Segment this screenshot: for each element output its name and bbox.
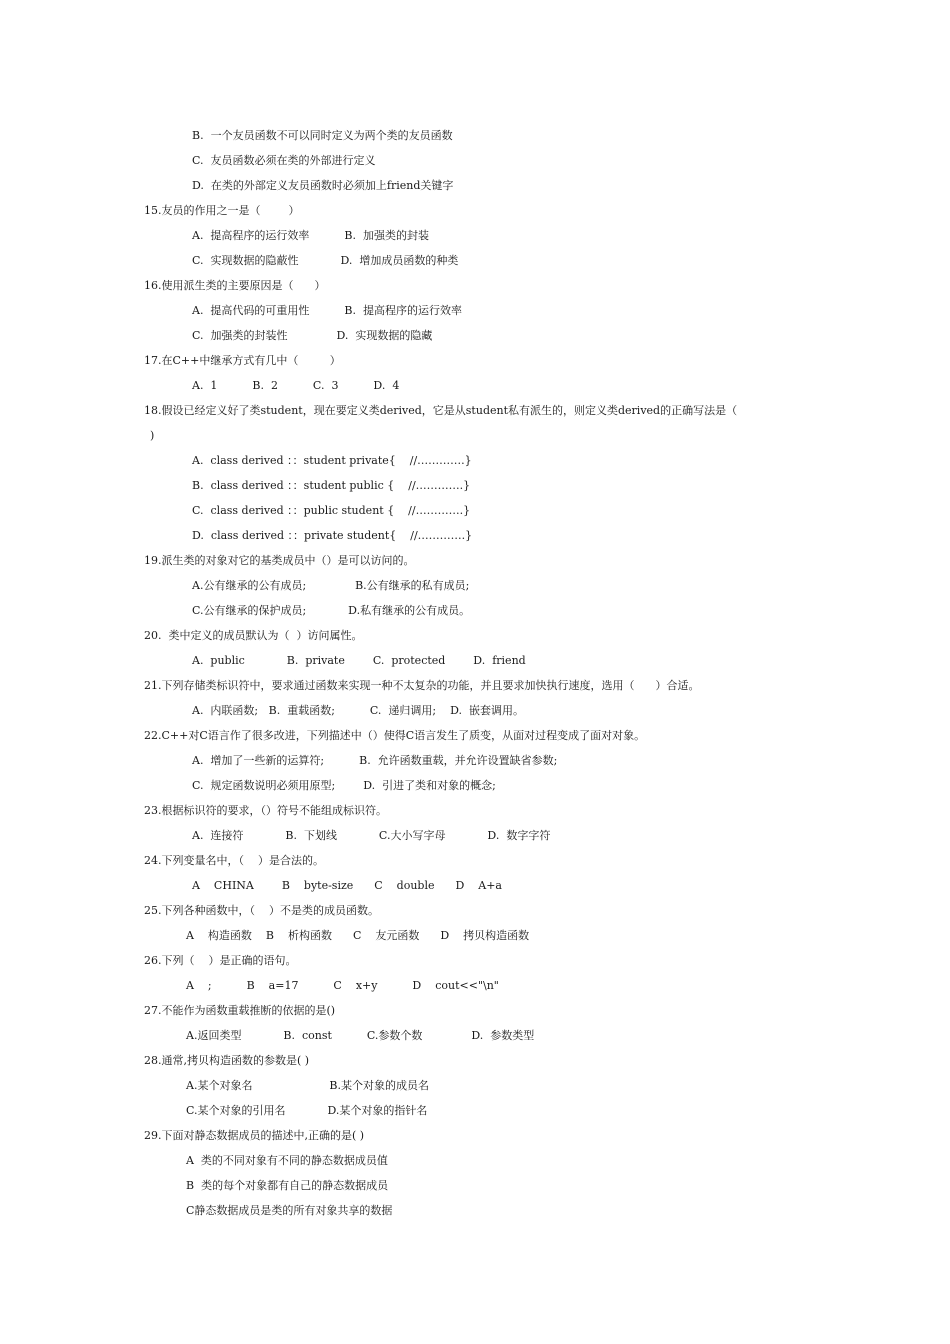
question-21: 21.下列存储类标识符中，要求通过函数来实现一种不太复杂的功能，并且要求加快执行速度，选用（ ）合适。 [144,679,700,692]
options-28-ab: A.某个对象名 B.某个对象的成员名 [186,1079,429,1092]
options-23: A. 连接符 B. 下划线 C.大小写字母 D. 数字字符 [192,829,551,842]
question-17: 17.在C++中继承方式有几中（ ） [144,354,341,367]
question-26: 26.下列（ ）是正确的语句。 [144,954,297,967]
question-29: 29.下面对静态数据成员的描述中,正确的是( ) [144,1129,365,1142]
options-22-cd: C. 规定函数说明必须用原型; D. 引进了类和对象的概念; [192,779,496,792]
option-29c: C静态数据成员是类的所有对象共享的数据 [186,1204,393,1217]
question-23: 23.根据标识符的要求，（）符号不能组成标识符。 [144,804,387,817]
question-19: 19.派生类的对象对它的基类成员中（）是可以访问的。 [144,554,415,567]
option-18d: D. class derived ：：private student{ //………….} [192,529,473,542]
question-28: 28.通常,拷贝构造函数的参数是( ) [144,1054,310,1067]
options-17: A. 1 B. 2 C. 3 D. 4 [192,379,400,392]
options-24: A CHINA B byte-size C double D A+a [192,879,502,892]
question-16: 16.使用派生类的主要原因是（ ） [144,279,326,292]
option-29a: A 类的不同对象有不同的静态数据成员值 [186,1154,388,1167]
question-20: 20. 类中定义的成员默认为（ ）访问属性。 [144,629,363,642]
option-14c: C. 友员函数必须在类的外部进行定义 [192,154,376,167]
options-19-cd: C.公有继承的保护成员; D.私有继承的公有成员。 [192,604,471,617]
question-18-continued: ) [150,429,155,442]
question-22: 22.C++对C语言作了很多改进，下列描述中（）使得C语言发生了质变，从面对过程变成了面对对象。 [144,729,646,742]
option-29b: B 类的每个对象都有自己的静态数据成员 [186,1179,389,1192]
option-18c: C. class derived ：：public student { //………….} [192,504,471,517]
options-21: A. 内联函数; B. 重载函数; C. 递归调用; D. 嵌套调用。 [192,704,524,717]
options-26: A ; B a=17 C x+y D cout<<"\n" [186,979,499,992]
option-14b: B. 一个友员函数不可以同时定义为两个类的友员函数 [192,129,453,142]
question-24: 24.下列变量名中，（ ）是合法的。 [144,854,324,867]
options-27: A.返回类型 B. const C.参数个数 D. 参数类型 [186,1029,535,1042]
option-18b: B. class derived ：：student public { //………….} [192,479,471,492]
options-19-ab: A.公有继承的公有成员; B.公有继承的私有成员; [192,579,470,592]
question-25: 25.下列各种函数中，（ ）不是类的成员函数。 [144,904,379,917]
options-15-ab: A. 提高程序的运行效率 B. 加强类的封装 [192,229,429,242]
options-20: A. public B. private C. protected D. friend [192,654,526,667]
option-14d: D. 在类的外部定义友员函数时必须加上friend关键字 [192,179,454,192]
options-28-cd: C.某个对象的引用名 D.某个对象的指针名 [186,1104,428,1117]
options-16-ab: A. 提高代码的可重用性 B. 提高程序的运行效率 [192,304,462,317]
option-18a: A. class derived ：：student private{ //………….} [192,454,472,467]
question-15: 15.友员的作用之一是（ ） [144,204,300,217]
options-25: A 构造函数 B 析构函数 C 友元函数 D 拷贝构造函数 [186,929,530,942]
options-22-ab: A. 增加了一些新的运算符; B. 允许函数重载，并允许设置缺省参数; [192,754,558,767]
question-27: 27.不能作为函数重载推断的依据的是() [144,1004,336,1017]
question-18: 18.假设已经定义好了类student，现在要定义类derived，它是从student私有派生的，则定义类derived的正确写法是（ [144,404,738,417]
options-16-cd: C. 加强类的封装性 D. 实现数据的隐藏 [192,329,433,342]
options-15-cd: C. 实现数据的隐蔽性 D. 增加成员函数的种类 [192,254,459,267]
